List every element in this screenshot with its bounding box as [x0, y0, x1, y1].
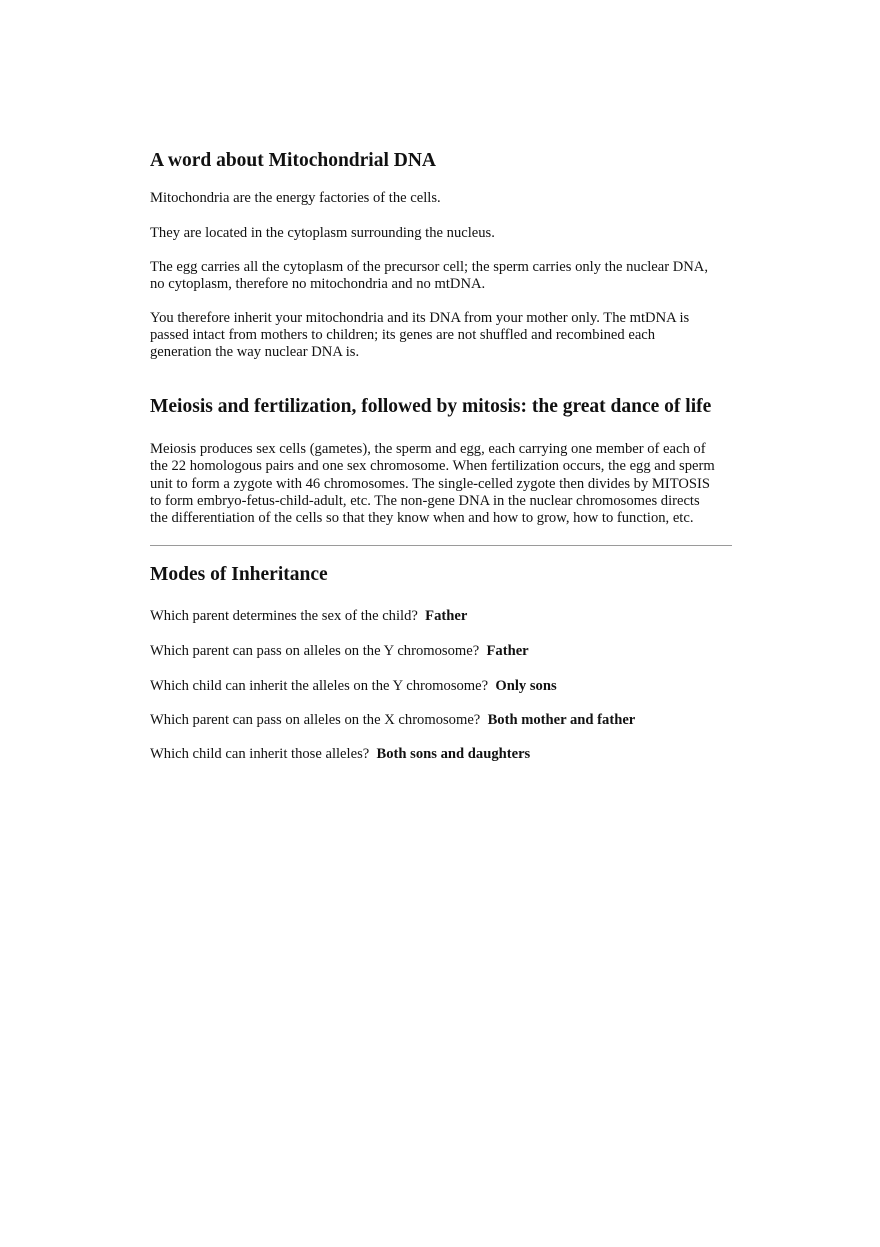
- paragraph-mitochondria-energy: Mitochondria are the energy factories of the cells.: [150, 190, 441, 206]
- paragraph-line: generation the way nuclear DNA is.: [150, 344, 360, 360]
- section-divider: [150, 545, 732, 546]
- section-heading-modes-of-inheritance: Modes of Inheritance: [150, 564, 328, 585]
- qa-answer: Only sons: [495, 678, 557, 694]
- paragraph-line: to form embryo-fetus-child-adult, etc. The non-gene DNA in the nuclear chromosomes directs: [150, 493, 700, 509]
- qa-item: [150, 712, 732, 729]
- paragraph-line: the 22 homologous pairs and one sex chromosome. When fertilization occurs, the egg and sperm: [150, 458, 715, 474]
- qa-question: Which child can inherit the alleles on the Y chromosome?: [150, 678, 489, 694]
- qa-item: [150, 678, 732, 695]
- section-heading-mitochondrial-dna: A word about Mitochondrial DNA: [150, 150, 437, 171]
- qa-question: Which parent can pass on alleles on the Y chromosome?: [150, 643, 480, 659]
- qa-answer: Both sons and daughters: [376, 746, 531, 762]
- qa-item: [150, 643, 732, 660]
- qa-answer: Father: [425, 608, 468, 624]
- paragraph-line: passed intact from mothers to children; its genes are not shuffled and recombined each: [150, 327, 656, 343]
- paragraph-line: Meiosis produces sex cells (gametes), the sperm and egg, each carrying one member of each of: [150, 441, 706, 457]
- paragraph-line: the differentiation of the cells so that they know when and how to grow, how to function, etc.: [150, 510, 694, 526]
- paragraph-line: no cytoplasm, therefore no mitochondria and no mtDNA.: [150, 276, 486, 292]
- qa-answer: Father: [486, 643, 529, 659]
- paragraph-line: You therefore inherit your mitochondria and its DNA from your mother only. The mtDNA is: [150, 310, 690, 326]
- qa-item: [150, 608, 732, 625]
- qa-question: Which child can inherit those alleles?: [150, 746, 370, 762]
- qa-question: Which parent can pass on alleles on the X chromosome?: [150, 712, 481, 728]
- paragraph-line: The egg carries all the cytoplasm of the precursor cell; the sperm carries only the nuclear DNA,: [150, 259, 708, 275]
- paragraph-line: unit to form a zygote with 46 chromosomes. The single-celled zygote then divides by MITOSIS: [150, 476, 711, 492]
- qa-answer: Both mother and father: [487, 712, 636, 728]
- section-heading-meiosis: Meiosis and fertilization, followed by mitosis: the great dance of life: [150, 396, 712, 417]
- qa-item: [150, 746, 732, 763]
- paragraph-cytoplasm-location: They are located in the cytoplasm surrounding the nucleus.: [150, 225, 495, 241]
- qa-question: Which parent determines the sex of the child?: [150, 608, 418, 624]
